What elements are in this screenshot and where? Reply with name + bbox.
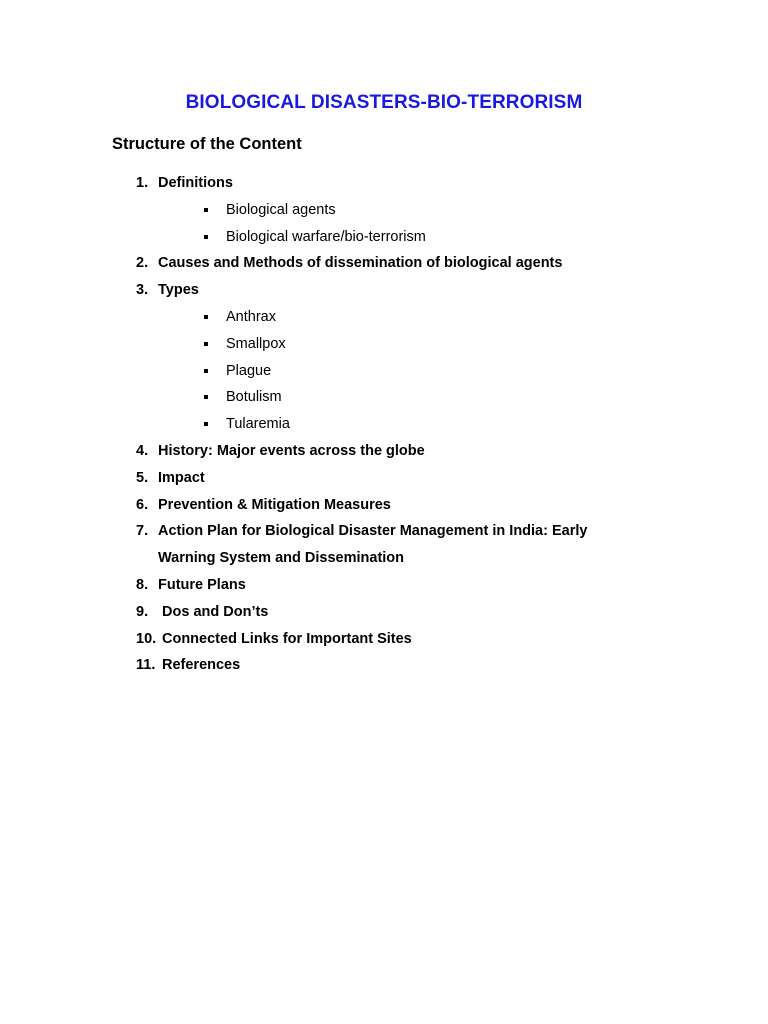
item-text: Action Plan for Biological Disaster Management in India: Early — [158, 523, 588, 540]
subitem-text: Plague — [226, 362, 272, 379]
item-number: 10. — [136, 630, 157, 647]
square-bullet-icon — [204, 395, 208, 399]
item-number: 4. — [136, 442, 149, 459]
subitem-text: Botulism — [226, 389, 282, 406]
item-text: Future Plans — [158, 576, 246, 593]
toc-item — [0, 518, 768, 545]
item-number: 1. — [136, 175, 149, 191]
item-text: Impact — [158, 469, 205, 486]
item-text: Prevention & Mitigation Measures — [158, 496, 391, 513]
square-bullet-icon — [204, 208, 208, 212]
item-number: 6. — [136, 496, 149, 513]
toc-subitem — [0, 384, 768, 411]
toc-subitem — [0, 331, 768, 358]
item-text-continuation: Warning System and Dissemination — [158, 550, 405, 567]
toc-item-continuation — [0, 545, 768, 572]
toc-subitem — [0, 224, 768, 251]
item-text: Definitions — [158, 175, 233, 191]
toc-subitem — [0, 358, 768, 385]
item-number: 2. — [136, 255, 149, 272]
subitem-text: Biological warfare/bio-terrorism — [226, 228, 426, 245]
toc-item — [0, 492, 768, 519]
toc-item — [0, 652, 768, 679]
toc-item — [0, 277, 768, 304]
toc-subitem — [0, 304, 768, 331]
item-text: Types — [158, 282, 199, 299]
square-bullet-icon — [204, 315, 208, 319]
document-title: BIOLOGICAL DISASTERS-BIO-TERRORISM — [185, 92, 583, 113]
subitem-text: Biological agents — [226, 201, 336, 218]
item-number: 3. — [136, 282, 149, 299]
item-number: 8. — [136, 576, 149, 593]
item-number: 7. — [136, 523, 149, 540]
toc-item — [0, 170, 768, 197]
toc-item — [0, 626, 768, 653]
toc-item — [0, 599, 768, 626]
section-heading: Structure of the Content — [112, 135, 302, 153]
table-of-contents — [0, 170, 768, 679]
item-number: 11. — [136, 657, 156, 674]
square-bullet-icon — [204, 422, 208, 426]
square-bullet-icon — [204, 235, 208, 239]
subitem-text: Tularemia — [226, 416, 290, 433]
item-number: 5. — [136, 469, 149, 486]
item-text: Dos and Don’ts — [158, 603, 269, 620]
toc-subitem — [0, 197, 768, 224]
toc-subitem — [0, 411, 768, 438]
toc-item — [0, 465, 768, 492]
toc-item — [0, 250, 768, 277]
item-text: References — [162, 657, 241, 674]
square-bullet-icon — [204, 369, 208, 373]
toc-item — [0, 438, 768, 465]
item-number: 9. — [136, 603, 149, 620]
toc-item — [0, 572, 768, 599]
item-text: Causes and Methods of dissemination of biological agents — [158, 255, 563, 272]
item-text: History: Major events across the globe — [158, 442, 425, 459]
subitem-text: Anthrax — [226, 308, 276, 325]
item-text: Connected Links for Important Sites — [162, 630, 412, 647]
subitem-text: Smallpox — [226, 335, 286, 352]
square-bullet-icon — [204, 342, 208, 346]
